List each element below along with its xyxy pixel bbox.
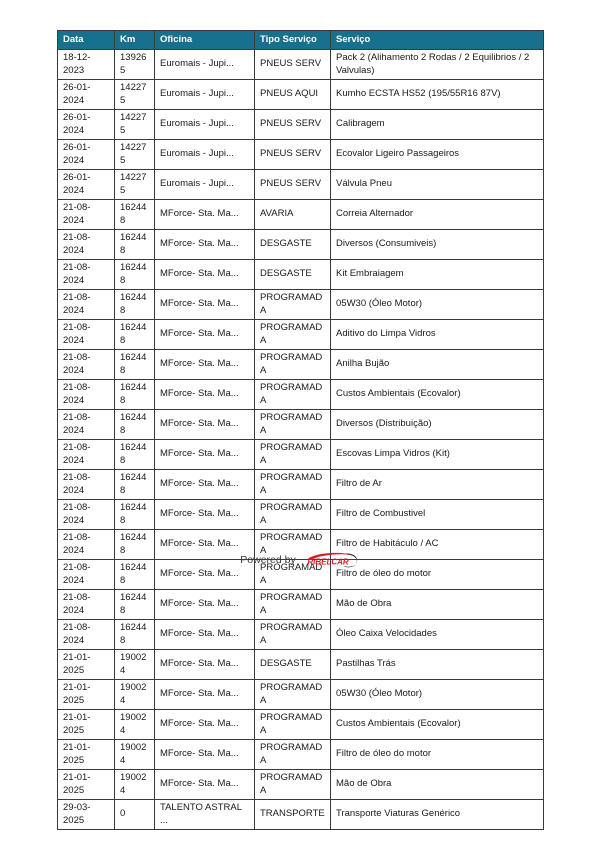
cell-oficina: MForce- Sta. Ma... xyxy=(155,710,255,740)
cell-tipo-servico: PROGRAMADA xyxy=(255,440,331,470)
cell-tipo-servico: PNEUS AQUI xyxy=(255,80,331,110)
cell-tipo-servico: PROGRAMADA xyxy=(255,350,331,380)
cell-oficina: MForce- Sta. Ma... xyxy=(155,260,255,290)
cell-servico: Kumho ECSTA HS52 (195/55R16 87V) xyxy=(331,80,544,110)
table-row xyxy=(58,470,544,500)
logo-text: RIBELCAR xyxy=(307,557,349,567)
table-row xyxy=(58,320,544,350)
cell-oficina: Euromais - Jupi... xyxy=(155,140,255,170)
cell-km: 142275 xyxy=(115,80,155,110)
cell-data: 21-01-2025 xyxy=(58,740,115,770)
table-row xyxy=(58,740,544,770)
cell-data: 21-08-2024 xyxy=(58,290,115,320)
cell-oficina: MForce- Sta. Ma... xyxy=(155,770,255,800)
cell-km: 142275 xyxy=(115,110,155,140)
cell-servico: Pastilhas Trás xyxy=(331,650,544,680)
cell-servico: Filtro de Combustivel xyxy=(331,500,544,530)
cell-oficina: MForce- Sta. Ma... xyxy=(155,380,255,410)
cell-oficina: MForce- Sta. Ma... xyxy=(155,470,255,500)
cell-km: 162448 xyxy=(115,380,155,410)
cell-oficina: MForce- Sta. Ma... xyxy=(155,680,255,710)
cell-servico: 05W30 (Óleo Motor) xyxy=(331,680,544,710)
cell-km: 142275 xyxy=(115,140,155,170)
cell-tipo-servico: AVARIA xyxy=(255,200,331,230)
table-row xyxy=(58,410,544,440)
cell-servico: Kit Embraiagem xyxy=(331,260,544,290)
cell-tipo-servico: PROGRAMADA xyxy=(255,770,331,800)
cell-km: 162448 xyxy=(115,260,155,290)
cell-data: 21-08-2024 xyxy=(58,470,115,500)
cell-km: 190024 xyxy=(115,710,155,740)
cell-tipo-servico: PNEUS SERV xyxy=(255,140,331,170)
cell-tipo-servico: PROGRAMADA xyxy=(255,320,331,350)
footer xyxy=(57,550,543,570)
cell-oficina: Euromais - Jupi... xyxy=(155,170,255,200)
cell-oficina: MForce- Sta. Ma... xyxy=(155,530,255,560)
cell-servico: Filtro de óleo do motor xyxy=(331,560,544,590)
table-row xyxy=(58,350,544,380)
table-row xyxy=(58,80,544,110)
cell-km: 162448 xyxy=(115,590,155,620)
table-header-row xyxy=(58,31,544,50)
table-row xyxy=(58,800,544,830)
cell-km: 190024 xyxy=(115,680,155,710)
table-row xyxy=(58,620,544,650)
cell-oficina: MForce- Sta. Ma... xyxy=(155,440,255,470)
cell-data: 26-01-2024 xyxy=(58,80,115,110)
cell-km: 162448 xyxy=(115,500,155,530)
cell-km: 162448 xyxy=(115,290,155,320)
cell-oficina: Euromais - Jupi... xyxy=(155,80,255,110)
cell-tipo-servico: PNEUS SERV xyxy=(255,50,331,80)
table-row xyxy=(58,170,544,200)
table-row xyxy=(58,140,544,170)
cell-data: 21-01-2025 xyxy=(58,650,115,680)
cell-tipo-servico: PROGRAMADA xyxy=(255,530,331,560)
cell-servico: Diversos (Distribuição) xyxy=(331,410,544,440)
cell-data: 21-01-2025 xyxy=(58,710,115,740)
cell-data: 18-12-2023 xyxy=(58,50,115,80)
cell-oficina: MForce- Sta. Ma... xyxy=(155,590,255,620)
cell-oficina: TALENTO ASTRAL ... xyxy=(155,800,255,830)
column-header-servi-o: Serviço xyxy=(331,31,544,50)
cell-data: 21-08-2024 xyxy=(58,410,115,440)
cell-servico: Ecovalor Ligeiro Passageiros xyxy=(331,140,544,170)
cell-servico: Custos Ambientais (Ecovalor) xyxy=(331,710,544,740)
cell-data: 21-08-2024 xyxy=(58,260,115,290)
cell-data: 21-08-2024 xyxy=(58,530,115,560)
cell-tipo-servico: PROGRAMADA xyxy=(255,380,331,410)
cell-tipo-servico: PROGRAMADA xyxy=(255,560,331,590)
cell-oficina: MForce- Sta. Ma... xyxy=(155,650,255,680)
table-row xyxy=(58,260,544,290)
cell-servico: Custos Ambientais (Ecovalor) xyxy=(331,380,544,410)
cell-tipo-servico: PROGRAMADA xyxy=(255,710,331,740)
cell-tipo-servico: PROGRAMADA xyxy=(255,590,331,620)
cell-oficina: MForce- Sta. Ma... xyxy=(155,350,255,380)
cell-data: 21-08-2024 xyxy=(58,560,115,590)
table-row xyxy=(58,200,544,230)
cell-data: 21-08-2024 xyxy=(58,590,115,620)
cell-km: 162448 xyxy=(115,320,155,350)
cell-km: 162448 xyxy=(115,350,155,380)
cell-tipo-servico: PNEUS SERV xyxy=(255,110,331,140)
service-history-table xyxy=(57,30,544,830)
cell-oficina: Euromais - Jupi... xyxy=(155,110,255,140)
cell-servico: Correia Alternador xyxy=(331,200,544,230)
cell-km: 162448 xyxy=(115,230,155,260)
cell-servico: Pack 2 (Alihamento 2 Rodas / 2 Equilibrios / 2 Valvulas) xyxy=(331,50,544,80)
cell-servico: Diversos (Consumiveis) xyxy=(331,230,544,260)
cell-oficina: MForce- Sta. Ma... xyxy=(155,740,255,770)
cell-servico: Válvula Pneu xyxy=(331,170,544,200)
column-header-data: Data xyxy=(58,31,115,50)
cell-km: 142275 xyxy=(115,170,155,200)
cell-data: 21-08-2024 xyxy=(58,230,115,260)
table-row xyxy=(58,290,544,320)
cell-data: 26-01-2024 xyxy=(58,140,115,170)
cell-tipo-servico: PROGRAMADA xyxy=(255,740,331,770)
table-row xyxy=(58,380,544,410)
cell-data: 26-01-2024 xyxy=(58,110,115,140)
table-row xyxy=(58,710,544,740)
cell-km: 190024 xyxy=(115,770,155,800)
cell-servico: 05W30 (Óleo Motor) xyxy=(331,290,544,320)
cell-km: 162448 xyxy=(115,560,155,590)
cell-data: 21-08-2024 xyxy=(58,320,115,350)
cell-km: 162448 xyxy=(115,470,155,500)
cell-tipo-servico: PROGRAMADA xyxy=(255,290,331,320)
cell-km: 162448 xyxy=(115,620,155,650)
table-row xyxy=(58,650,544,680)
cell-data: 21-08-2024 xyxy=(58,350,115,380)
cell-data: 21-08-2024 xyxy=(58,620,115,650)
cell-servico: Filtro de Habitáculo / AC xyxy=(331,530,544,560)
table-row xyxy=(58,230,544,260)
cell-oficina: MForce- Sta. Ma... xyxy=(155,230,255,260)
cell-tipo-servico: PNEUS SERV xyxy=(255,170,331,200)
cell-tipo-servico: TRANSPORTE xyxy=(255,800,331,830)
cell-servico: Calibragem xyxy=(331,110,544,140)
table-row xyxy=(58,110,544,140)
cell-oficina: MForce- Sta. Ma... xyxy=(155,620,255,650)
cell-oficina: MForce- Sta. Ma... xyxy=(155,320,255,350)
cell-tipo-servico: DESGASTE xyxy=(255,260,331,290)
cell-tipo-servico: PROGRAMADA xyxy=(255,470,331,500)
cell-oficina: MForce- Sta. Ma... xyxy=(155,560,255,590)
cell-tipo-servico: PROGRAMADA xyxy=(255,410,331,440)
cell-km: 0 xyxy=(115,800,155,830)
table-row xyxy=(58,500,544,530)
table-row xyxy=(58,50,544,80)
cell-oficina: Euromais - Jupi... xyxy=(155,50,255,80)
cell-km: 162448 xyxy=(115,440,155,470)
cell-oficina: MForce- Sta. Ma... xyxy=(155,410,255,440)
cell-km: 139265 xyxy=(115,50,155,80)
cell-km: 162448 xyxy=(115,530,155,560)
cell-servico: Escovas Limpa Vidros (Kit) xyxy=(331,440,544,470)
cell-servico: Óleo Caixa Velocidades xyxy=(331,620,544,650)
cell-data: 21-08-2024 xyxy=(58,440,115,470)
table-row xyxy=(58,440,544,470)
cell-km: 190024 xyxy=(115,740,155,770)
cell-servico: Filtro de óleo do motor xyxy=(331,740,544,770)
column-header-oficina: Oficina xyxy=(155,31,255,50)
powered-by-label: Powered by xyxy=(240,554,296,566)
cell-oficina: MForce- Sta. Ma... xyxy=(155,200,255,230)
cell-tipo-servico: PROGRAMADA xyxy=(255,500,331,530)
cell-km: 162448 xyxy=(115,200,155,230)
cell-oficina: MForce- Sta. Ma... xyxy=(155,290,255,320)
cell-data: 21-01-2025 xyxy=(58,680,115,710)
cell-servico: Anilha Bujão xyxy=(331,350,544,380)
column-header-tipo-servi-o: Tipo Serviço xyxy=(255,31,331,50)
cell-tipo-servico: PROGRAMADA xyxy=(255,620,331,650)
table-row xyxy=(58,680,544,710)
cell-km: 162448 xyxy=(115,410,155,440)
cell-servico: Filtro de Ar xyxy=(331,470,544,500)
cell-oficina: MForce- Sta. Ma... xyxy=(155,500,255,530)
cell-data: 26-01-2024 xyxy=(58,170,115,200)
table-row xyxy=(58,590,544,620)
cell-data: 21-08-2024 xyxy=(58,380,115,410)
cell-data: 29-03-2025 xyxy=(58,800,115,830)
cell-tipo-servico: DESGASTE xyxy=(255,230,331,260)
cell-km: 190024 xyxy=(115,650,155,680)
cell-data: 21-08-2024 xyxy=(58,500,115,530)
column-header-km: Km xyxy=(115,31,155,50)
cell-data: 21-08-2024 xyxy=(58,200,115,230)
cell-servico: Transporte Viaturas Genérico xyxy=(331,800,544,830)
ribelcar-logo-icon xyxy=(306,550,360,570)
cell-servico: Mão de Obra xyxy=(331,590,544,620)
cell-servico: Aditivo do Limpa Vidros xyxy=(331,320,544,350)
cell-tipo-servico: PROGRAMADA xyxy=(255,680,331,710)
cell-tipo-servico: DESGASTE xyxy=(255,650,331,680)
cell-servico: Mão de Obra xyxy=(331,770,544,800)
cell-data: 21-01-2025 xyxy=(58,770,115,800)
table-body xyxy=(58,50,544,830)
table-row xyxy=(58,770,544,800)
